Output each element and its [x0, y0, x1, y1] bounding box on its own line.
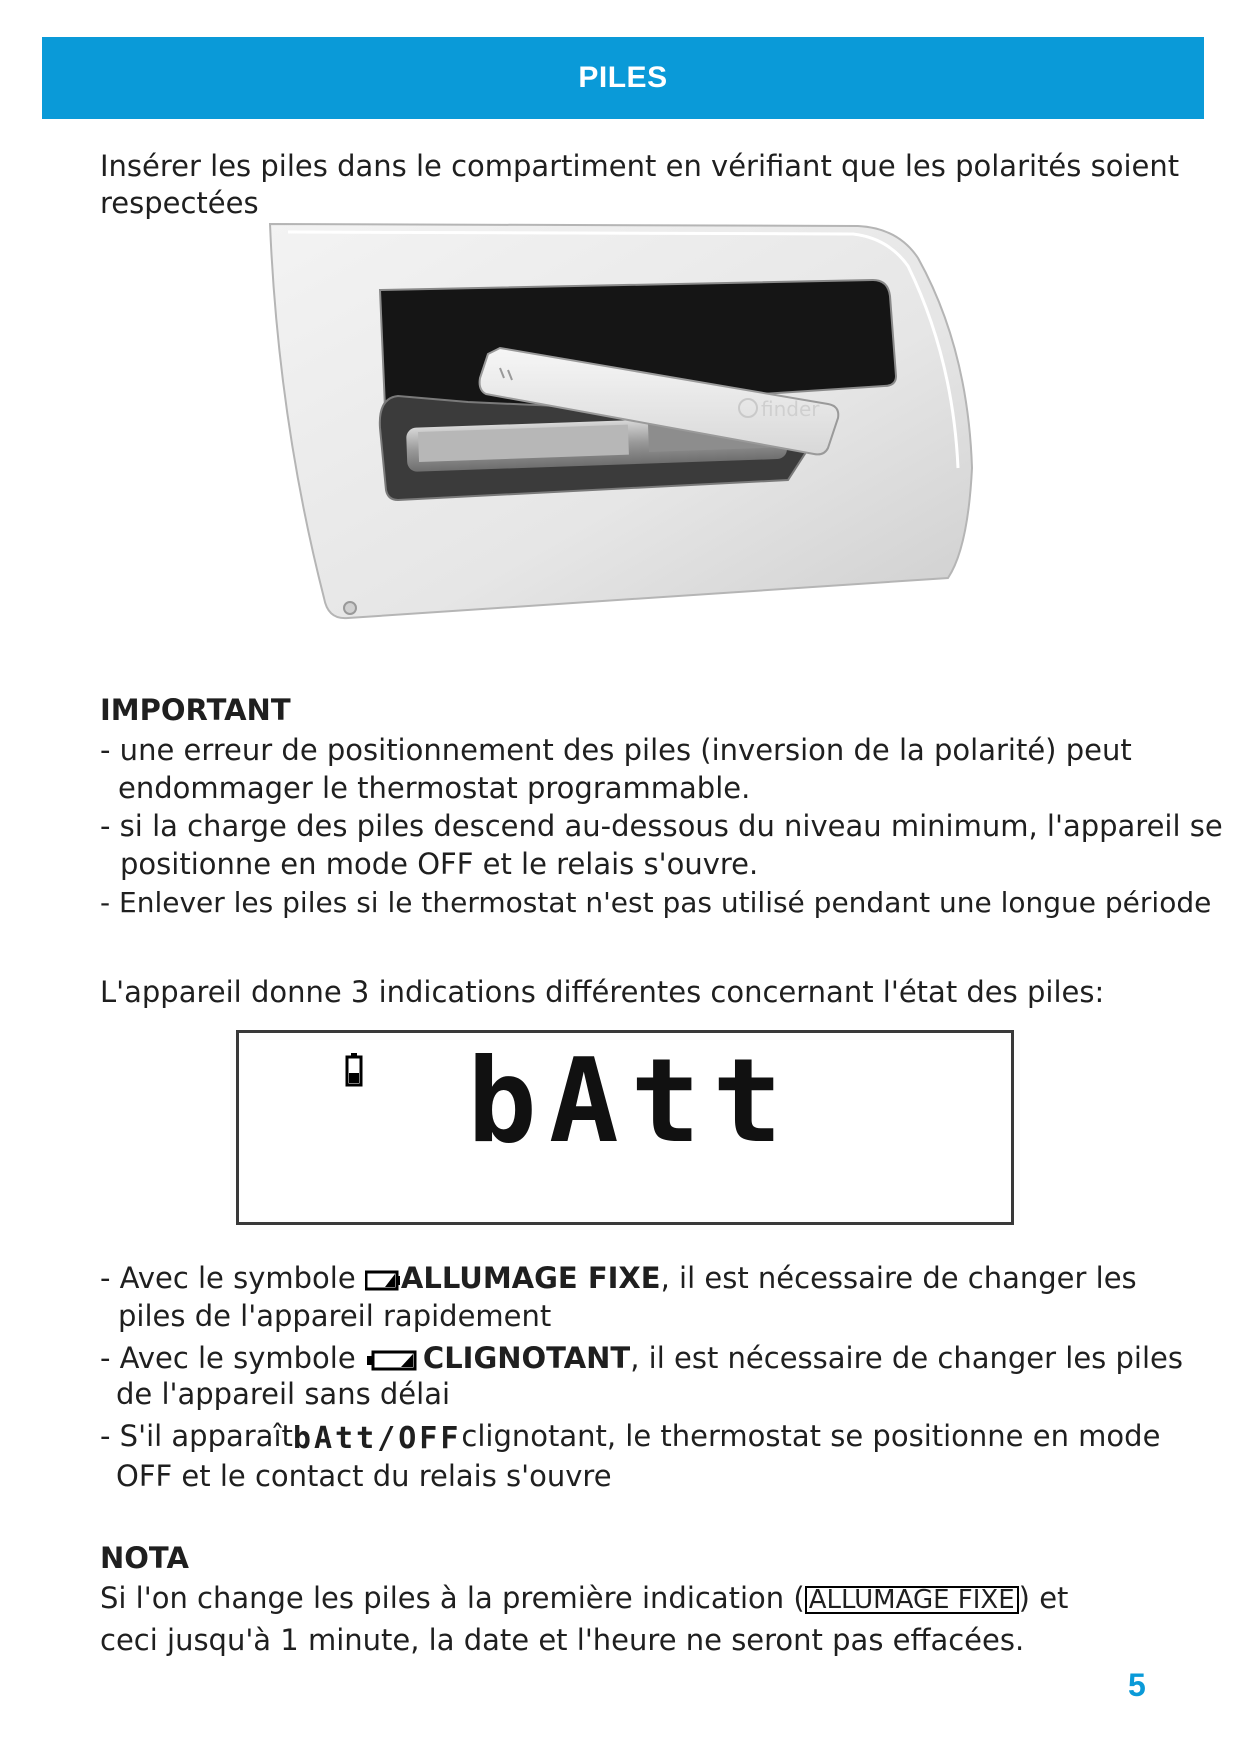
battery-blinking-icon [365, 1349, 423, 1371]
indication-2-line-1 [100, 1340, 1183, 1377]
indication-2-line-2: de l'appareil sans délai [116, 1377, 451, 1411]
nota-line-2: ceci jusqu'à 1 minute, la date et l'heure ne seront pas effacées. [100, 1623, 1025, 1657]
indication-2-suffix: , il est nécessaire de changer les piles [630, 1341, 1183, 1375]
lcd-display [236, 1030, 1014, 1225]
battery-low-icon [347, 1053, 361, 1085]
indication-3-line-1 [100, 1418, 1160, 1457]
important-item-3: - Enlever les piles si le thermostat n'est pas utilisé pendant une longue période [100, 886, 1212, 919]
nota-inline-symbol [805, 1586, 1019, 1614]
indication-1-line-2: piles de l'appareil rapidement [118, 1299, 552, 1333]
nota-suffix: ) et [1018, 1581, 1069, 1615]
indication-2-prefix: - Avec le symbole [100, 1341, 356, 1375]
important-title: IMPORTANT [100, 693, 291, 727]
intro-line-2: respectées [100, 186, 259, 220]
device-logo: finder [761, 397, 820, 421]
nota-inline-text: ALLUMAGE FIXE [808, 1585, 1015, 1615]
section-header-banner [42, 37, 1204, 119]
important-item-2-line-2: positionne en mode OFF et le relais s'ouvre. [120, 847, 759, 881]
indication-3-suffix: clignotant, le thermostat se positionne en mode [461, 1419, 1161, 1453]
indication-2-bold: CLIGNOTANT [422, 1341, 631, 1375]
indications-intro: L'appareil donne 3 indications différentes concernant l'état des piles: [100, 975, 1105, 1009]
nota-prefix: Si l'on change les piles à la première indication ( [100, 1581, 805, 1615]
important-item-1-line-2: endommager le thermostat programmable. [118, 771, 751, 805]
lcd-battery-segment [239, 1033, 1011, 1222]
lcd-batt-text: bAtt [467, 1034, 795, 1169]
important-item-1-line-1: - une erreur de positionnement des piles (inversion de la polarité) peut [100, 733, 1132, 767]
important-item-2-line-1: - si la charge des piles descend au-dessous du niveau minimum, l'appareil se [100, 809, 1223, 843]
indication-1-suffix: , il est nécessaire de changer les [660, 1261, 1137, 1295]
intro-line-1: Insérer les piles dans le compartiment en vérifiant que les polarités soient [100, 149, 1180, 183]
indication-3-prefix: - S'il apparaît [100, 1419, 293, 1453]
indication-3-segment-text: bAtt/OFF [292, 1420, 462, 1456]
page-number: 5 [1128, 1667, 1146, 1703]
indication-1-line-1 [100, 1260, 1137, 1297]
indication-3-line-2: OFF et le contact du relais s'ouvre [116, 1459, 612, 1493]
nota-title: NOTA [100, 1541, 189, 1575]
thermostat-battery-illustration [268, 218, 988, 628]
indication-1-prefix: - Avec le symbole [100, 1261, 356, 1295]
battery-solid-icon [365, 1269, 401, 1291]
nota-line-1 [100, 1580, 1068, 1617]
section-title: PILES [578, 61, 668, 94]
indication-1-bold: ALLUMAGE FIXE [400, 1261, 661, 1295]
